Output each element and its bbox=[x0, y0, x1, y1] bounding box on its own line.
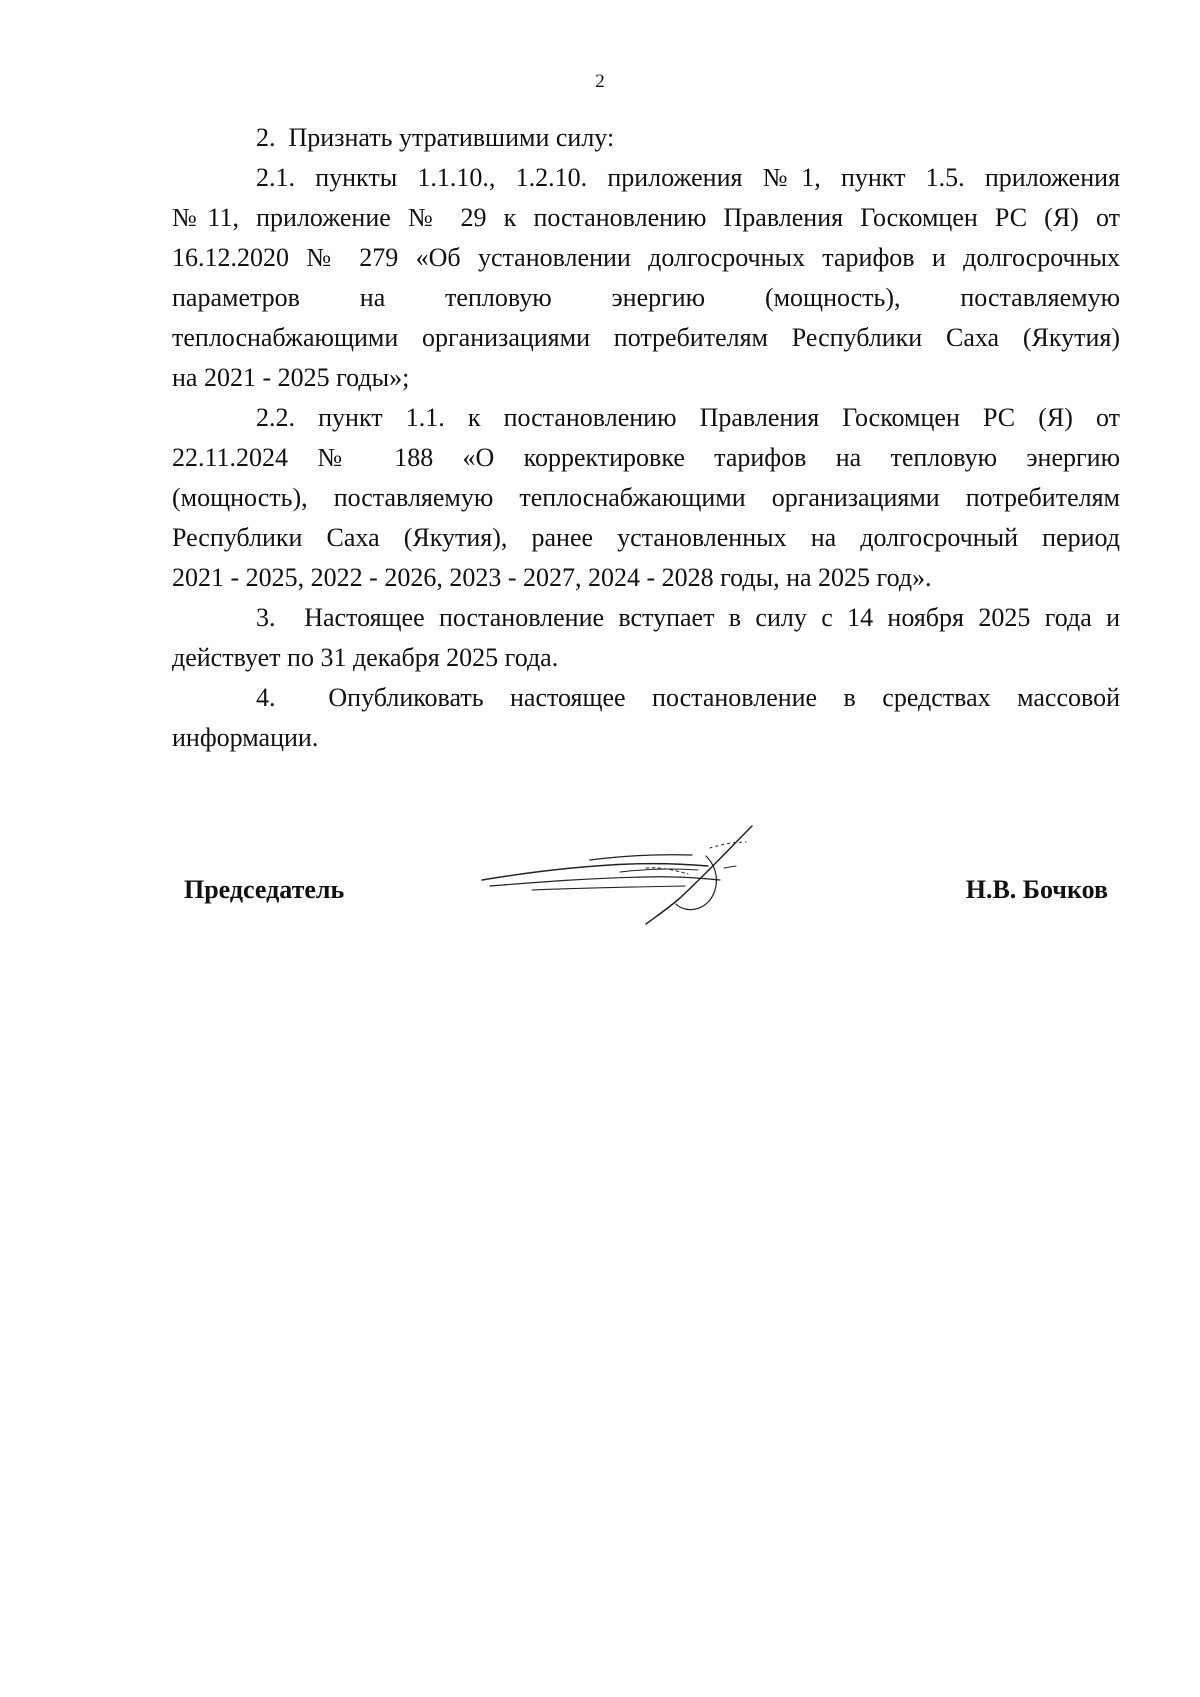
paragraph-2-2-line: 2021 - 2025, 2022 - 2026, 2023 - 2027, 2024 - 2028 годы, на 2025 год». bbox=[172, 563, 932, 592]
paragraph-2-1 bbox=[172, 158, 1120, 398]
paragraph-2: 2. Признать утратившими силу: bbox=[256, 123, 615, 152]
paragraph-4 bbox=[172, 678, 1120, 758]
signature-block bbox=[0, 820, 1200, 930]
document-body bbox=[172, 118, 1120, 758]
paragraph-2-2-line: 22.11.2024 № 188 «О корректировке тарифов на тепловую энергию bbox=[172, 443, 1120, 472]
paragraph-2-1-line: теплоснабжающими организациями потребителям Республики Саха (Якутия) bbox=[172, 323, 1120, 352]
paragraph-2-1-line: №11, приложение № 29 к постановлению Правления Госкомцен РС (Я) от bbox=[172, 203, 1120, 232]
paragraph-2-1-line: 16.12.2020 № 279 «Об установлении долгосрочных тарифов и долгосрочных bbox=[172, 243, 1120, 272]
paragraph-4-line: 4. Опубликовать настоящее постановление в средствах массовой bbox=[256, 683, 1120, 712]
paragraph-3-line: действует по 31 декабря 2025 года. bbox=[172, 643, 559, 672]
paragraph-4-line: информации. bbox=[172, 723, 319, 752]
paragraph-2-1-line: 2.1. пункты 1.1.10., 1.2.10. приложения №1, пункт 1.5. приложения bbox=[256, 163, 1120, 192]
paragraph-2-2-line: 2.2. пункт 1.1. к постановлению Правления Госкомцен РС (Я) от bbox=[256, 403, 1120, 432]
signatory-title: Председатель bbox=[184, 875, 345, 904]
paragraph-3-line: 3. Настоящее постановление вступает в силу с 14 ноября 2025 года и bbox=[256, 603, 1120, 632]
page-number: 2 bbox=[595, 71, 605, 92]
paragraph-2-2 bbox=[172, 398, 1120, 598]
paragraph-2-1-line: на 2021 - 2025 годы»; bbox=[172, 363, 410, 392]
signatory-name: Н.В. Бочков bbox=[965, 875, 1108, 904]
paragraph-2-2-line: Республики Саха (Якутия), ранее установленных на долгосрочный период bbox=[172, 523, 1120, 552]
paragraph-2-2-line: (мощность), поставляемую теплоснабжающими организациями потребителям bbox=[172, 483, 1120, 512]
handwritten-signature-icon bbox=[470, 820, 790, 930]
paragraph-2-1-line: параметров на тепловую энергию (мощность), поставляемую bbox=[172, 283, 1120, 312]
paragraph-3 bbox=[172, 598, 1120, 678]
